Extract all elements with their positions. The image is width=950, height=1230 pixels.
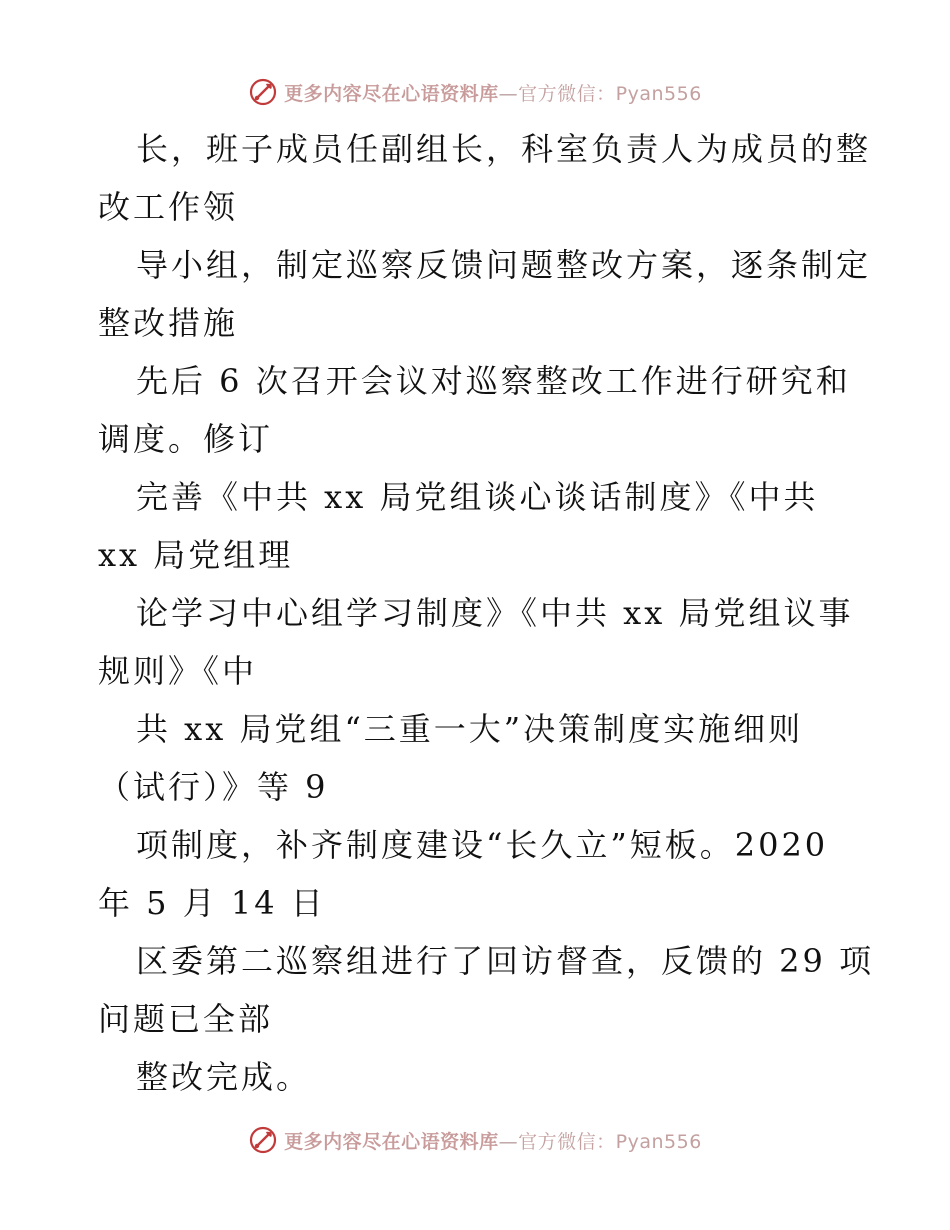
text-line: 整改完成。 [136, 1058, 312, 1096]
text-line: 先后 6 次召开会议对巡察整改工作进行研究和 [136, 362, 851, 400]
text-line: 论学习中心组学习制度》《中共 xx 局党组议事 [136, 594, 854, 632]
text-line: 导小组，制定巡察反馈问题整改方案，逐条制定 [136, 246, 872, 284]
quill-seal-icon [248, 1125, 278, 1155]
document-body [98, 120, 878, 1106]
banner-main-text: 更多内容尽在心语资料库 [284, 82, 499, 105]
text-line: 完善《中共 xx 局党组谈心谈话制度》《中共 [136, 478, 819, 516]
text-line: 年 5 月 14 日 [98, 884, 326, 922]
text-line: 调度。修订 [98, 420, 274, 458]
banner-main-text: 更多内容尽在心语资料库 [284, 1130, 499, 1153]
text-line: 长，班子成员任副组长，科室负责人为成员的整 [136, 130, 872, 168]
text-line: 整改措施 [98, 304, 239, 342]
text-line: （试行）》等 9 [98, 768, 329, 806]
banner-wechat-text: 官方微信：Pyan556 [518, 1130, 702, 1153]
quill-seal-icon [248, 77, 278, 107]
banner-wechat-text: 官方微信：Pyan556 [518, 82, 702, 105]
text-line: 规则》《中 [98, 652, 258, 690]
header-watermark-banner [0, 72, 950, 112]
text-line: 改工作领 [98, 188, 239, 226]
text-line: 问题已全部 [98, 1000, 274, 1038]
footer-watermark-banner [0, 1120, 950, 1160]
text-line: xx 局党组理 [98, 536, 294, 574]
text-line: 区委第二巡察组进行了回访督查，反馈的 29 项 [136, 942, 875, 980]
banner-separator: — [498, 82, 519, 105]
text-line: 共 xx 局党组“三重一大”决策制度实施细则 [136, 710, 804, 748]
banner-separator: — [498, 1130, 519, 1153]
text-line: 项制度，补齐制度建设“长久立”短板。2020 [136, 826, 829, 864]
